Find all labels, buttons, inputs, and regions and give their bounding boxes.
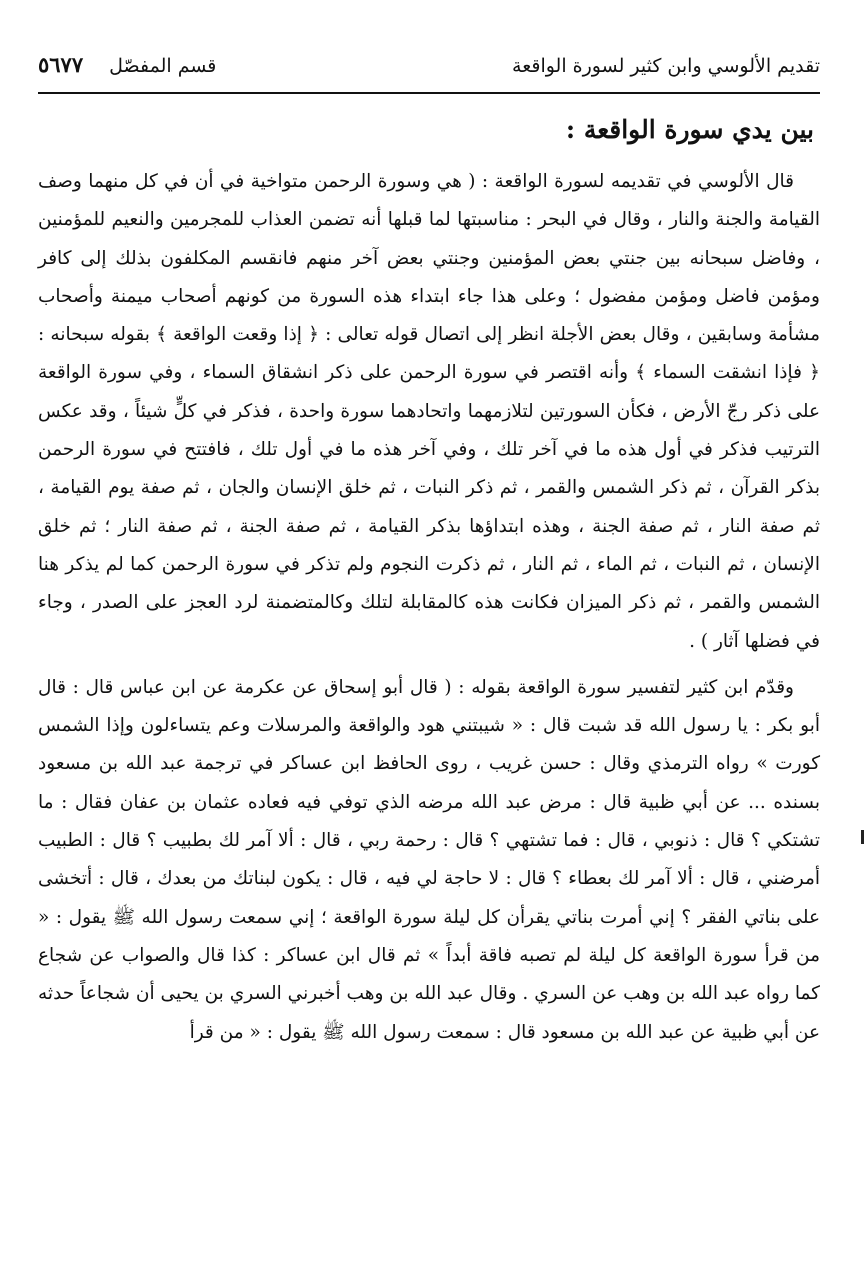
running-title: تقديم الألوسي وابن كثير لسورة الواقعة [512,55,820,77]
paragraph-ibn-kathir: وقدّم ابن كثير لتفسير سورة الواقعة بقوله : ( قال أبو إسحاق عن عكرمة عن ابن عباس قال : قال أبو بكر : يا رسول الله قد شبت قال : « شيبتني هود والواقعة والمرسلات وعم يتساءلون وإذا الشمس كورت » رواه الترمذي وقال : حسن غريب ، روى الحافظ ابن عساكر في ترجمة عبد الله بن مسعود بسنده ... عن أبي ظبية قال : مرض عبد الله مرضه الذي توفي فيه فعاده عثمان بن عفان فقال : ما تشتكي ؟ قال : ذنوبي ، قال : فما تشتهي ؟ قال : رحمة ربي ، قال : ألا آمر لك بطبيب ؟ قال : الطبيب أمرضني ، قال : ألا آمر لك بعطاء ؟ قال : لا حاجة لي فيه ، قال : يكون لبناتك من بعدك ، قال : أتخشى على بناتي الفقر ؟ إني أمرت بناتي يقرأن كل ليلة سورة الواقعة ؛ إني سمعت رسول الله ﷺ يقول : « من قرأ سورة الواقعة كل ليلة لم تصبه فاقة أبداً » ثم قال ابن عساكر : كذا قال والصواب عن شجاع كما رواه عبد الله بن وهب عن السري . وقال عبد الله بن وهب أخبرني السري بن يحيى أن شجاعاً حدثه عن أبي ظبية عن عبد الله بن مسعود قال : سمعت رسول الله ﷺ يقول : « من قرأ [38,676,820,1043]
paragraph-alusi: قال الألوسي في تقديمه لسورة الواقعة : ( هي وسورة الرحمن متواخية في أن في كل منهما وصف القيامة والجنة والنار ، وقال في البحر : مناسبتها لما قبلها أنه تضمن العذاب للمجرمين والنعيم للمؤمنين ، وفاضل سبحانه بين جنتي بعض المؤمنين وجنتي بعض آخر منهم فانقسم المكلفون بذلك إلى كافر ومؤمن فاضل ومؤمن مفضول ؛ وعلى هذا جاء ابتداء هذه السورة من كونهم أصحاب ميمنة وأصحاب مشأمة وسابقين ، وقال بعض الأجلة انظر إلى اتصال قوله تعالى : ﴿ إذا وقعت الواقعة ﴾ بقوله سبحانه : ﴿ فإذا انشقت السماء ﴾ وأنه اقتصر في سورة الرحمن على ذكر انشقاق السماء ، وفي سورة الواقعة على ذكر رجّ الأرض ، فكأن السورتين لتلازمهما واتحادهما سورة واحدة ، فذكر في كلٍّ شيئاً ، وقد عكس الترتيب فذكر في أول هذه ما في آخر تلك ، وفي آخر هذه ما في أول تلك ، فافتتح في سورة الرحمن بذكر القرآن ، ثم ذكر الشمس والقمر ، ثم ذكر النبات ، ثم خلق الإنسان والجان ، ثم صفة يوم القيامة ، ثم صفة النار ، ثم صفة الجنة ، وهذه ابتداؤها بذكر القيامة ، ثم صفة الجنة ، ثم صفة النار ؛ ثم خلق الإنسان ، ثم النبات ، ثم الماء ، ثم النار ، ثم ذكرت النجوم ولم تذكر في سورة الرحمن كما لم يذكر هنا الشمس والقمر ، ثم ذكر الميزان فكانت هذه كالمقابلة لتلك وكالمتضمنة لرد العجز على الصدر ، وجاء في فضلها آثار ) . [38,171,820,652]
running-header [38,52,820,86]
header-divider [38,92,820,94]
body-text [38,163,820,1052]
page-number: ٥٦٧٧ [38,52,84,77]
section-heading: بين يدي سورة الواقعة : [565,115,814,144]
section-name: قسم المفصّل [109,55,217,77]
